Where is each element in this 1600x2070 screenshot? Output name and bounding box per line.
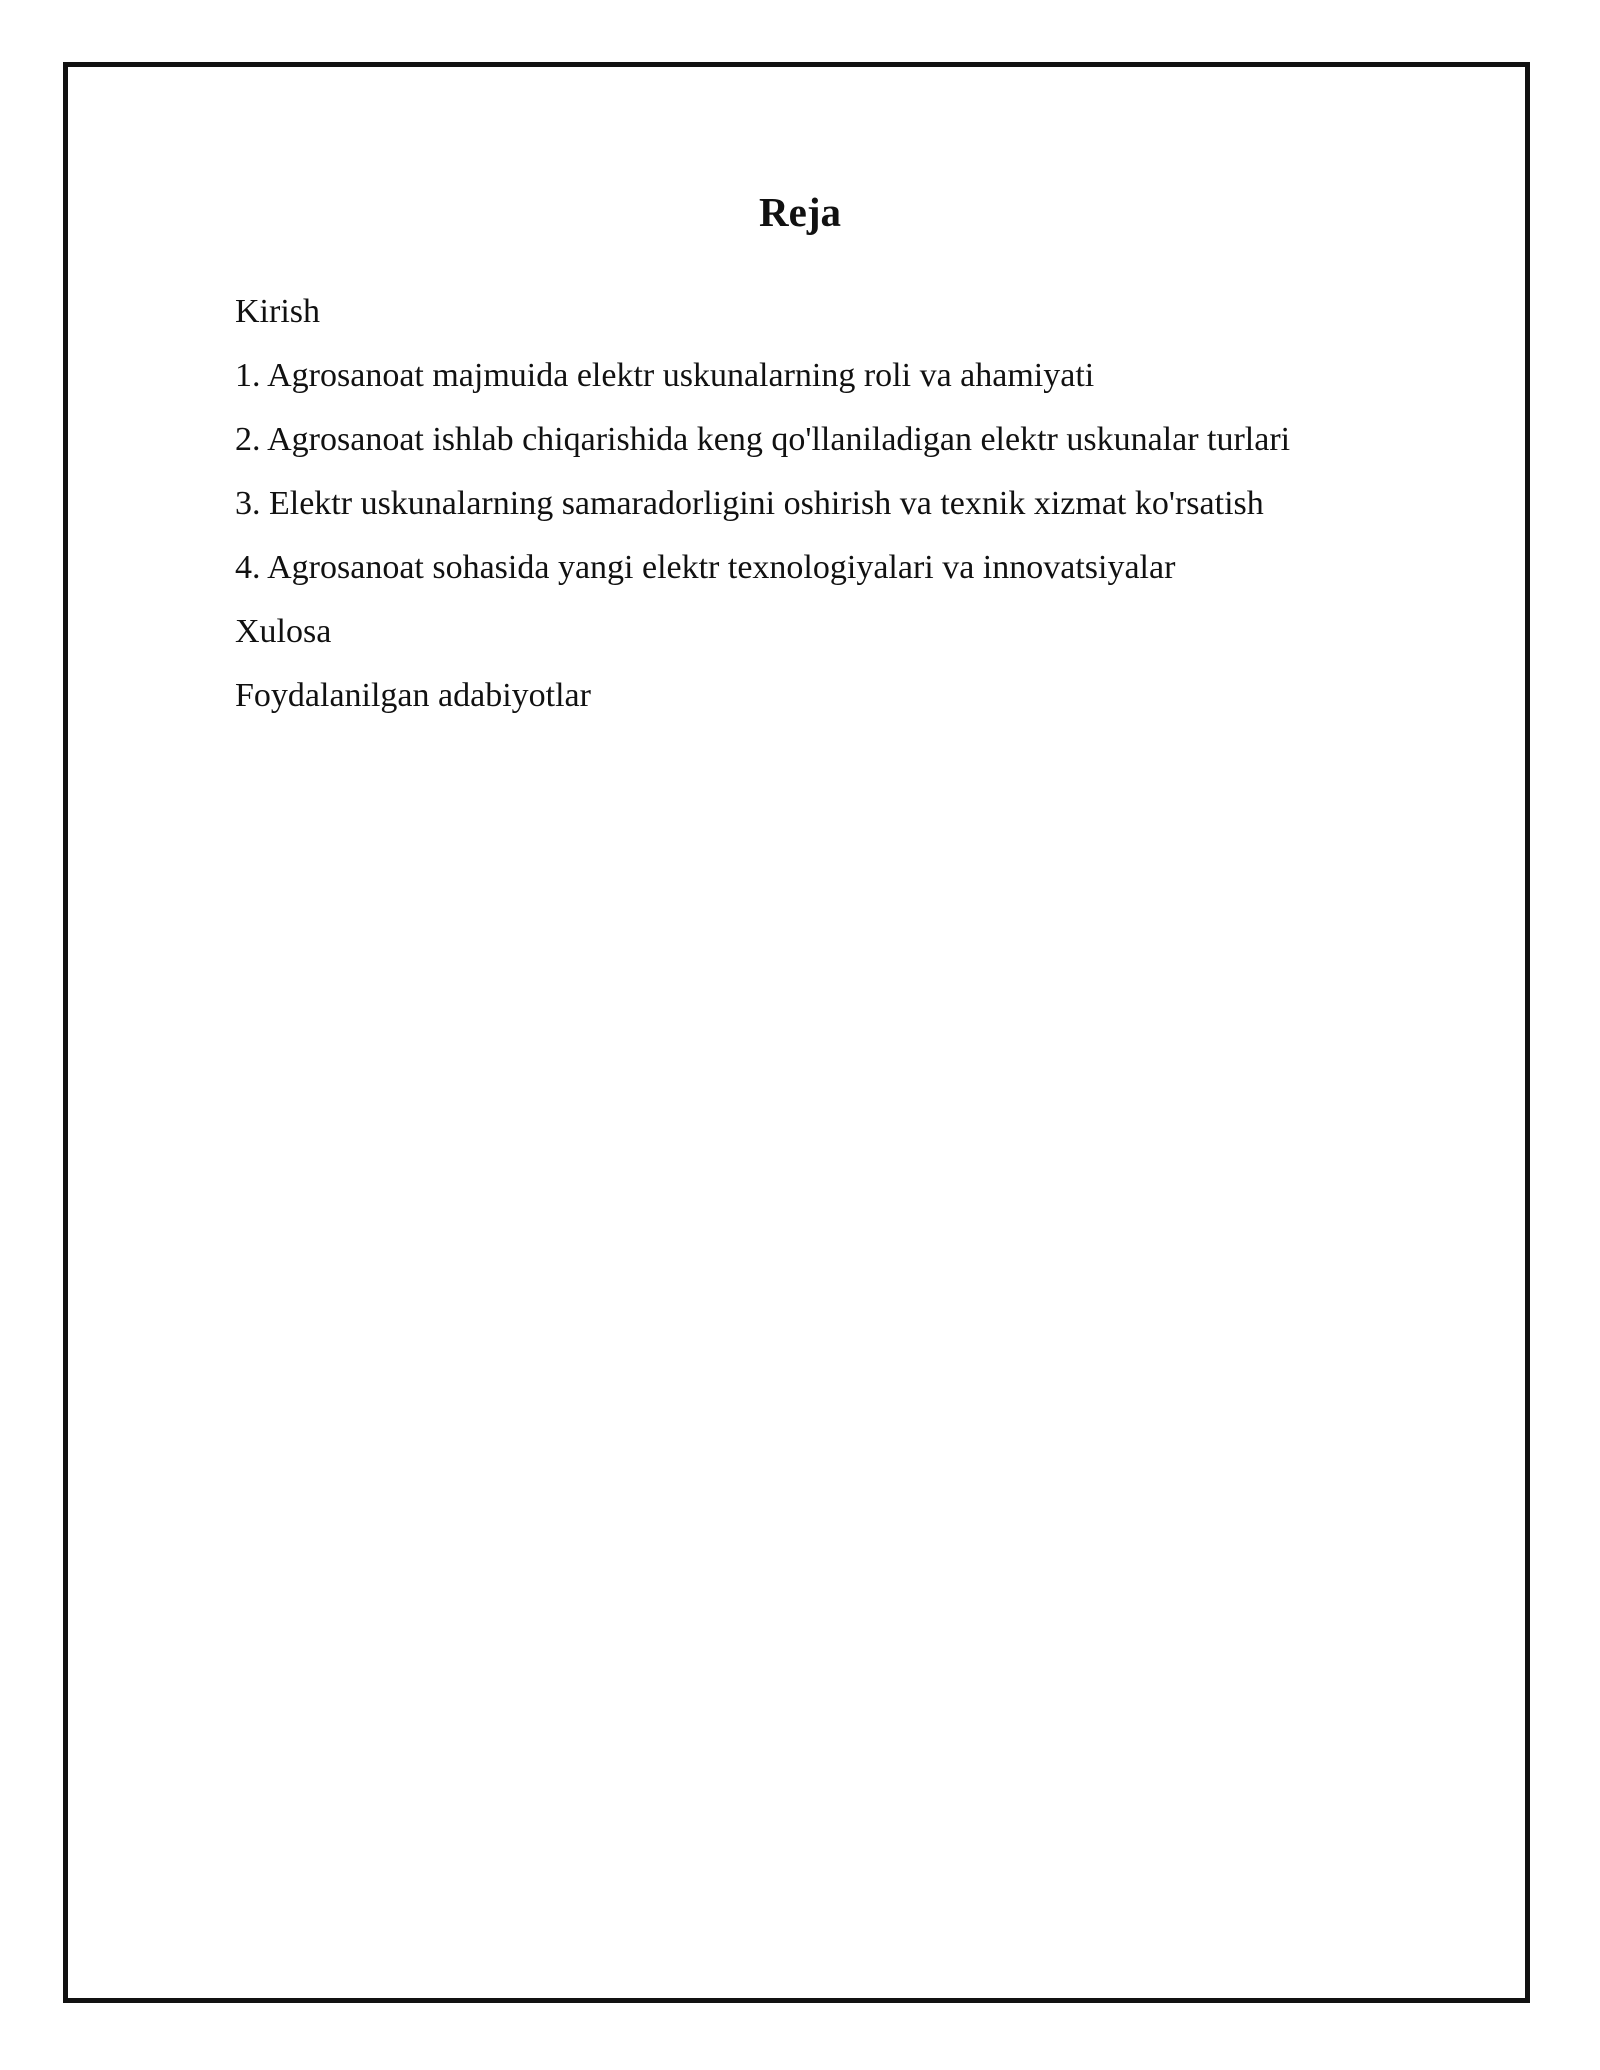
- page-title: Reja: [759, 189, 841, 235]
- toc-item-introduction: Kirish: [235, 293, 320, 330]
- toc-item-conclusion: Xulosa: [235, 613, 332, 650]
- toc-item-references: Foydalanilgan adabiyotlar: [235, 677, 591, 714]
- toc-item-chapter-1: 1. Agrosanoat majmuida elektr uskunalarning roli va ahamiyati: [235, 357, 1095, 394]
- toc-item-chapter-3: 3. Elektr uskunalarning samaradorligini oshirish va texnik xizmat ko'rsatish: [235, 485, 1264, 522]
- table-of-contents: [235, 288, 1365, 736]
- toc-item-chapter-2: 2. Agrosanoat ishlab chiqarishida keng qo'llaniladigan elektr uskunalar turlari: [235, 421, 1291, 458]
- toc-item-chapter-4: 4. Agrosanoat sohasida yangi elektr texnologiyalari va innovatsiyalar: [235, 549, 1176, 586]
